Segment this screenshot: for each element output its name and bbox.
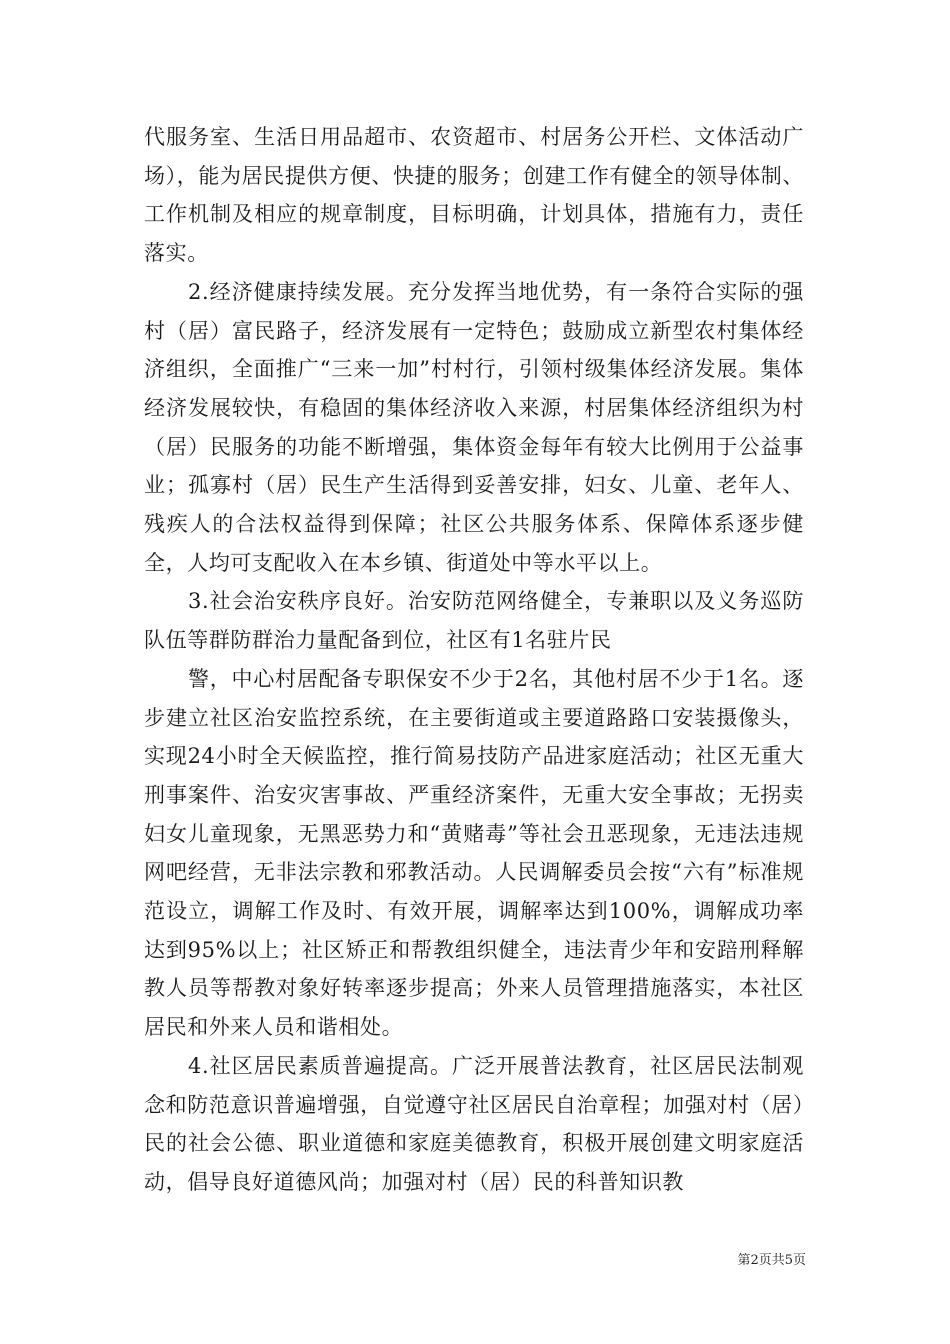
paragraph-economy: 2.经济健康持续发展。充分发挥当地优势，有一条符合实际的强村（居）富民路子，经济发展有一定特色；鼓励成立新型农村集体经济组织，全面推广“三来一加”村村行，引领村级集体经济发展。集体经济发展较快，有稳固的集体经济收入来源，村居集体经济组织为村（居）民服务的功能不断增强，集体资金每年有较大比例用于公益事业；孤寡村（居）民生产生活得到妥善安排，妇女、儿童、老年人、残疾人的合法权益得到保障；社区公共服务体系、保障体系逐步健全，人均可支配收入在本乡镇、街道处中等水平以上。 bbox=[144, 279, 804, 575]
paragraph-continuation: 代服务室、生活日用品超市、农资超市、村居务公开栏、文体活动广场），能为居民提供方便、快捷的服务；创建工作有健全的领导体制、工作机制及相应的规章制度，目标明确，计划具体，措施有力，责任落实。 bbox=[144, 125, 804, 266]
document-body bbox=[144, 118, 804, 1202]
paragraph-public-security: 3.社会治安秩序良好。治安防范网络健全，专兼职以及义务巡防队伍等群防群治力量配备到位，社区有1名驻片民 bbox=[144, 589, 804, 653]
paragraph-police-and-mediation: 警，中心村居配备专职保安不少于2名，其他村居不少于1名。逐步建立社区治安监控系统，在主要街道或主要道路路口安装摄像头，实现24小时全天候监控，推行简易技防产品进家庭活动；社区无重大刑事案件、治安灾害事故、严重经济案件，无重大安全事故；无拐卖妇女儿童现象，无黑恶势力和“黄赌毒”等社会丑恶现象，无违法违规网吧经营，无非法宗教和邪教活动。人民调解委员会按“六有”标准规范设立，调解工作及时、有效开展，调解率达到100%，调解成功率达到95%以上；社区矫正和帮教组织健全，违法青少年和安踣刑释解教人员等帮教对象好转率逐步提高；外来人员管理措施落实，本社区居民和外来人员和谐相处。 bbox=[144, 666, 804, 1040]
page-number: 第2页共5页 bbox=[737, 1253, 806, 1268]
paragraph-resident-quality: 4.社区居民素质普遍提高。广泛开展普法教育，社区居民法制观念和防范意识普遍增强，自觉遵守社区居民自治章程；加强对村（居）民的社会公德、职业道德和家庭美德教育，积极开展创建文明家庭活动，倡导良好道德风尚；加强对村（居）民的科普知识教 bbox=[144, 1053, 804, 1194]
